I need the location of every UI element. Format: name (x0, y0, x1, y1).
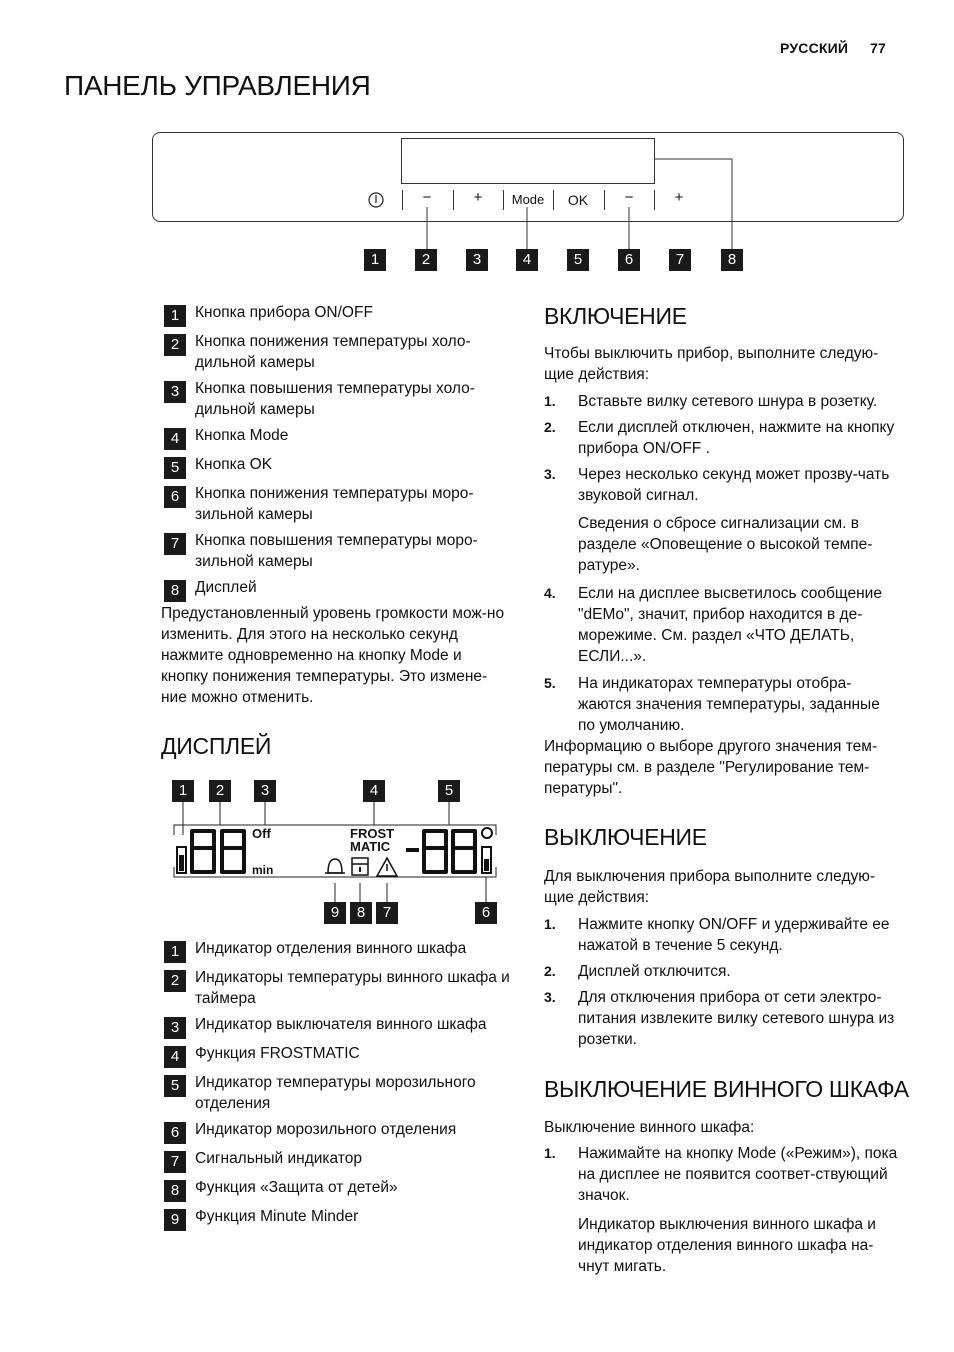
display-legend-item: 1 Индикатор отделения винного шкафа (164, 938, 514, 959)
panel-callout-6: 6 (618, 249, 640, 271)
display-callout-6: 6 (475, 902, 497, 924)
volume-note: Предустановленный уровень громкости мож-но изменить. Для этого на несколько секунд нажмите одновременно на кнопку Mode и кнопку понижения температуры. Это измене-ние можно отменить. (161, 605, 505, 706)
page-title: ПАНЕЛЬ УПРАВЛЕНИЯ (64, 70, 371, 101)
display-section-title: ДИСПЛЕЙ (161, 733, 272, 759)
panel-callout-1: 1 (364, 249, 386, 271)
wine-off-section-title: ВЫКЛЮЧЕНИЕ ВИННОГО ШКАФА (544, 1076, 909, 1102)
display-callout-5: 5 (438, 780, 460, 802)
fridge-minus-button[interactable]: − (422, 189, 432, 206)
display-legend-item: 7 Сигнальный индикатор (164, 1148, 514, 1169)
lcd-display-diagram (160, 775, 510, 930)
panel-separator (453, 190, 454, 210)
panel-separator (604, 190, 605, 210)
panel-legend-item: 6 Кнопка понижения температуры моро-зильной камеры (164, 483, 514, 525)
page-number: 77 (870, 40, 886, 56)
header-language: РУССКИЙ (780, 40, 849, 56)
mode-button[interactable]: Mode (511, 192, 545, 207)
control-panel-diagram (0, 0, 954, 280)
display-callout-2: 2 (209, 780, 231, 802)
panel-callout-2: 2 (415, 249, 437, 271)
panel-legend-item: 7 Кнопка повышения температуры моро-зильной камеры (164, 530, 514, 572)
display-callout-3: 3 (254, 780, 276, 802)
panel-callout-5: 5 (567, 249, 589, 271)
panel-separator (402, 190, 403, 210)
display-legend-item: 3 Индикатор выключателя винного шкафа (164, 1014, 514, 1035)
display-callout-4: 4 (363, 780, 385, 802)
wine-off-section-intro: Выключение винного шкафа: (544, 1119, 755, 1136)
off-section-title: ВЫКЛЮЧЕНИЕ (544, 824, 707, 850)
lcd-matic-label: MATIC (350, 839, 391, 854)
display-legend-item: 6 Индикатор морозильного отделения (164, 1119, 514, 1140)
display-legend-item: 9 Функция Minute Minder (164, 1206, 514, 1227)
power-icon (367, 191, 385, 209)
display-legend-item: 8 Функция «Защита от детей» (164, 1177, 514, 1198)
panel-legend-item: 8 Дисплей (164, 577, 514, 598)
panel-separator (503, 190, 504, 210)
panel-legend-item: 5 Кнопка OK (164, 454, 514, 475)
panel-legend-item: 2 Кнопка понижения температуры холо-дильной камеры (164, 331, 514, 373)
panel-legend-item: 3 Кнопка повышения температуры холо-дильной камеры (164, 378, 514, 420)
display-callout-1: 1 (172, 780, 194, 802)
panel-legend-item: 1 Кнопка прибора ON/OFF (164, 302, 514, 323)
panel-separator (553, 190, 554, 210)
freezer-minus-button[interactable]: − (624, 189, 634, 206)
lcd-frost-label: FROST (350, 826, 395, 841)
ok-button[interactable]: OK (567, 192, 589, 208)
panel-callout-4: 4 (516, 249, 538, 271)
display-callout-7: 7 (376, 902, 398, 924)
panel-callout-8: 8 (721, 249, 743, 271)
display-legend-item: 4 Функция FROSTMATIC (164, 1043, 514, 1064)
display-callout-8: 8 (350, 902, 372, 924)
lcd-off-label: Off (252, 826, 271, 841)
freezer-plus-button[interactable]: + (674, 189, 684, 206)
panel-callout-7: 7 (669, 249, 691, 271)
on-section-outro: Информацию о выборе другого значения тем-пературы см. в разделе "Регулирование тем-пературы". (544, 738, 878, 797)
off-section-intro: Для выключения прибора выполните следую-щие действия: (544, 868, 876, 906)
fridge-plus-button[interactable]: + (473, 189, 483, 206)
panel-leader-lines (0, 0, 954, 280)
display-legend-item: 2 Индикаторы температуры винного шкафа и таймера (164, 967, 514, 1009)
display-callout-9: 9 (324, 902, 346, 924)
panel-separator (654, 190, 655, 210)
display-legend-item: 5 Индикатор температуры морозильного отделения (164, 1072, 514, 1114)
lcd-min-label: min (252, 863, 274, 877)
panel-legend-item: 4 Кнопка Mode (164, 425, 514, 446)
on-section-intro: Чтобы выключить прибор, выполните следую-щие действия: (544, 345, 879, 383)
panel-callout-3: 3 (466, 249, 488, 271)
on-section-title: ВКЛЮЧЕНИЕ (544, 303, 687, 329)
